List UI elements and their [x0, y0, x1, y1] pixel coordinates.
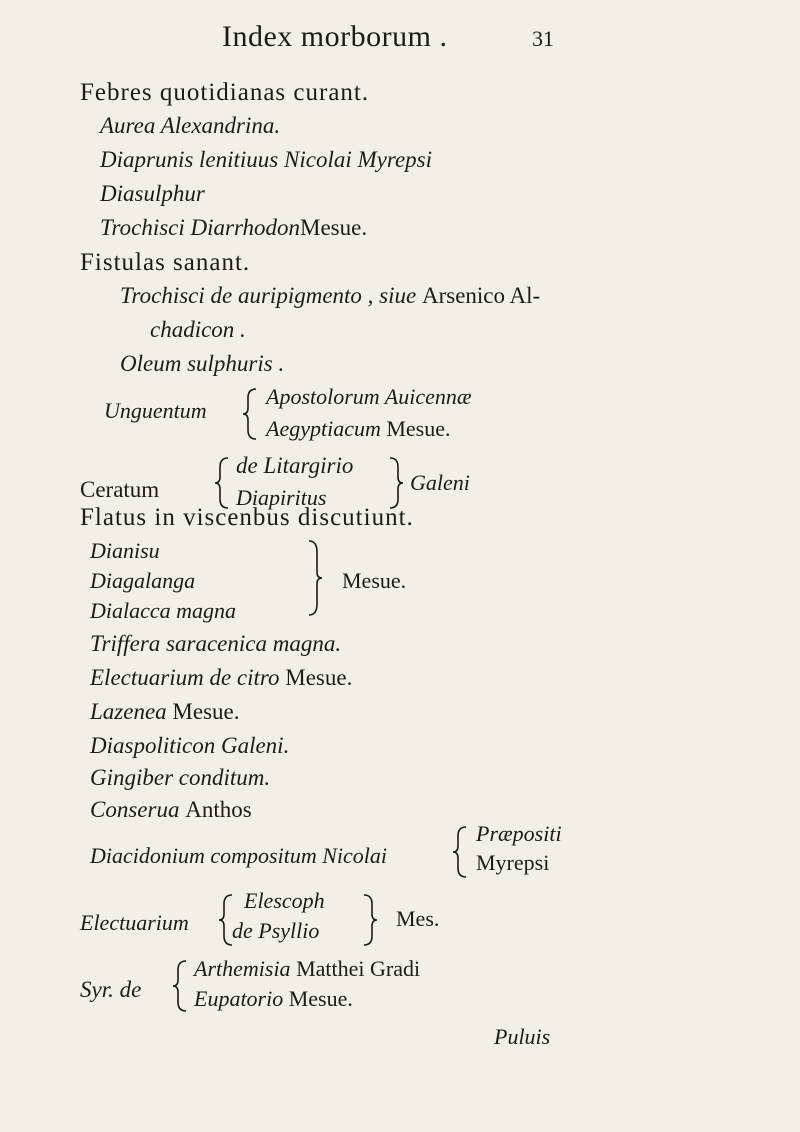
entry-mesue: Mesue.	[342, 568, 407, 593]
entry-praepositi: Præpositi	[476, 821, 562, 846]
entry-text: Arsenico Al-	[421, 283, 541, 308]
brace-flatus-group	[307, 538, 323, 618]
group-label-ceratum: Ceratum	[80, 477, 160, 502]
section-heading-febres: Febres quotidianas curant.	[80, 79, 370, 106]
entry-author: Mesue.	[172, 699, 240, 724]
entry-continuation: chadicon .	[150, 317, 246, 342]
entry-dialacca-magna: Dialacca magna	[90, 598, 237, 623]
entry-text: Eupatorio	[194, 986, 284, 1011]
entry-triffera: Triffera saracenica magna.	[90, 631, 342, 656]
entry-text: Electuarium de citro	[90, 665, 280, 690]
brace-ceratum-right	[388, 455, 404, 511]
entry-de-psyllio: de Psyllio	[232, 918, 320, 943]
brace-ceratum	[214, 455, 230, 511]
entry-diapiritus: Diapiritus	[236, 485, 327, 510]
group-label-electuarium: Electuarium	[80, 910, 189, 935]
section-heading-fistulas: Fistulas sanant.	[80, 249, 251, 276]
entry-aurea: Aurea Alexandrina.	[100, 113, 281, 138]
entry-diagalanga: Diagalanga	[90, 568, 196, 593]
entry-mes: Mes.	[396, 906, 440, 931]
group-label-unguentum: Unguentum	[104, 398, 207, 423]
section-heading-flatus: Flatus in viscenbus discutiunt.	[80, 504, 414, 531]
entry-elescoph: Elescoph	[244, 888, 325, 913]
entry-myrepsi: Myrepsi	[476, 850, 550, 875]
page-number: 31	[532, 26, 554, 51]
entry-diaspoliticon: Diaspoliticon Galeni.	[90, 733, 290, 758]
entry-author: Mesue.	[285, 665, 353, 690]
entry-gingiber: Gingiber conditum.	[90, 765, 271, 790]
entry-galeni: Galeni	[410, 470, 470, 495]
running-title: Index morborum .	[222, 20, 448, 53]
brace-diacidonium	[452, 824, 468, 880]
entry-text: Arthemisia	[194, 956, 291, 981]
entry-author: Matthei Gradi	[296, 956, 421, 981]
entry-conserua	[90, 798, 252, 821]
brace-electuarium-right	[362, 892, 378, 948]
entry-author: Mesue.	[288, 986, 353, 1011]
entry-text: Aegyptiacum	[266, 416, 381, 441]
brace-unguentum	[242, 386, 258, 442]
entry-diaprunis: Diaprunis lenitiuus Nicolai Myrepsi	[100, 147, 432, 172]
entry-diacidonium: Diacidonium compositum Nicolai	[90, 843, 387, 868]
entry-oleum-sulphuris: Oleum sulphuris .	[120, 351, 285, 376]
entry-lazenea	[90, 700, 240, 723]
entry-author: Mesue.	[386, 416, 451, 441]
entry-text: Anthos	[185, 797, 252, 822]
entry-apostolorum: Apostolorum Auicennæ	[266, 384, 472, 409]
entry-dianisu: Dianisu	[90, 538, 160, 563]
entry-de-litargirio: de Litargirio	[236, 453, 354, 478]
entry-diasulphur: Diasulphur	[100, 181, 205, 206]
entry-trochisci-diarrhodon	[100, 216, 367, 239]
entry-eupatorio	[194, 988, 353, 1010]
entry-text: Trochisci de auripigmento , siue	[120, 283, 417, 308]
entry-text: Trochisci Diarrhodon	[100, 215, 301, 240]
entry-arthemisia	[194, 958, 420, 980]
group-label-syrupus: Syr. de	[80, 977, 142, 1002]
entry-electuarium-citro	[90, 666, 352, 689]
entry-aegyptiacum	[266, 418, 451, 440]
entry-author: Mesue.	[300, 215, 368, 240]
entry-trochisci-auripigmento	[120, 284, 540, 307]
entry-text: Lazenea	[90, 699, 167, 724]
entry-text: Conserua	[90, 797, 180, 822]
catchword: Puluis	[494, 1024, 551, 1049]
brace-syrupus	[172, 958, 188, 1014]
